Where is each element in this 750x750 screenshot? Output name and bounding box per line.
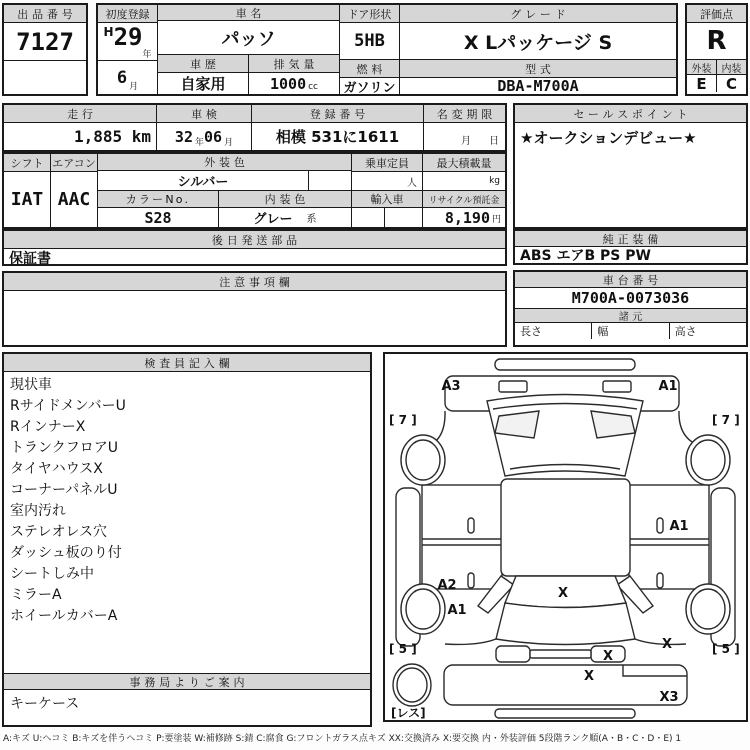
- car-doors-right: [629, 485, 709, 589]
- displacement-unit: cc: [308, 82, 319, 92]
- displacement-label: 排気量: [249, 55, 339, 73]
- first-reg-year-unit: 年: [142, 50, 152, 60]
- car-wheel-rear-right-inner: [691, 440, 725, 480]
- capacity-label: 乗車定員: [352, 154, 422, 172]
- damage-label-headlight-right: X: [602, 649, 614, 664]
- car-outline: [393, 359, 735, 718]
- inspector-line: ミラーA: [10, 587, 62, 603]
- office-value: キーケース: [10, 696, 80, 712]
- auction-no-box: [2, 3, 88, 96]
- inspector-label: 検査員記入欄: [4, 354, 370, 372]
- damage-label-windshield: X: [557, 586, 569, 601]
- import-cell-2: [385, 208, 422, 227]
- inspector-line: タイヤハウスX: [10, 461, 103, 477]
- car-rear-bumper-strip: [495, 359, 635, 370]
- chassis-box: [513, 270, 748, 347]
- inspector-line: 室内汚れ: [10, 503, 66, 519]
- sales-point-box: [513, 103, 748, 229]
- car-name-label: 車名: [158, 5, 339, 21]
- reg-no-value: 相模 531に1611: [275, 128, 400, 146]
- shaken-value: [157, 123, 251, 150]
- name-change-month-unit: 月: [461, 136, 471, 147]
- damage-label-fender-left: A1: [447, 603, 467, 618]
- legend: A:キズ U:ヘコミ B:キズを伴うヘコミ P:要塗装 W:補修跡 S:錆 C:腐食 G:フロントガラス点キズ XX:交換済み X:要交換 内・外装評価 5段階ランク順(A・B・C・D・E) 1: [3, 734, 682, 744]
- damage-label-bumper-right: X3: [659, 690, 679, 705]
- import-label: 輸入車: [352, 191, 422, 208]
- payload-label: 最大積載量: [423, 154, 505, 172]
- chassis-label: 車台番号: [515, 272, 746, 288]
- fuel-value: ガソリン: [343, 80, 396, 94]
- inspector-lines: [4, 372, 370, 673]
- door-value: 5HB: [340, 23, 399, 60]
- color-grid: [2, 152, 507, 229]
- model-label: 型式: [400, 60, 676, 78]
- car-spare-tire-inner: [397, 668, 427, 702]
- equipment-box: [513, 229, 748, 265]
- car-wheel-rear-left-inner: [406, 440, 440, 480]
- later-parts-value: 保証書: [9, 250, 51, 265]
- tire-depth-rear-left: [ 7 ]: [389, 413, 417, 427]
- notes-label: 注意事項欄: [4, 273, 505, 291]
- car-name-value: パッソ: [158, 21, 339, 55]
- shift-value: IAT: [10, 189, 44, 210]
- ext-color-label: 外装色: [98, 154, 351, 171]
- name-change-label: 名変期限: [424, 105, 505, 123]
- tire-depth-rear-right: [ 7 ]: [712, 413, 740, 427]
- inspector-line: ホイールカバーA: [10, 608, 118, 624]
- mileage-value: 1,885 km: [73, 127, 151, 146]
- inspector-line: 現状車: [10, 377, 52, 393]
- specs-label: 諸元: [515, 309, 746, 323]
- color-no-value: S28: [98, 208, 219, 227]
- first-reg-year-num: 29: [113, 23, 143, 51]
- specs-width-label: 幅: [592, 323, 669, 339]
- mileage-label: 走行: [4, 105, 156, 123]
- damage-label-fender-right: X: [661, 637, 673, 652]
- recycle-label: リサイクル預託金: [423, 191, 505, 208]
- first-reg-label: 初度登録: [98, 5, 157, 23]
- car-door-handle-right-rear: [657, 518, 663, 533]
- shaken-year-unit: 年: [194, 138, 204, 148]
- sales-point-value: ★オークションデビュー★: [520, 129, 697, 147]
- car-fender-line-left: [445, 639, 496, 644]
- int-color-value: [219, 208, 351, 227]
- history-value: 自家用: [180, 75, 226, 93]
- first-reg-month-unit: 月: [129, 82, 139, 92]
- score-box: [685, 3, 748, 96]
- inspector-box: [2, 352, 372, 727]
- later-parts-box: [2, 229, 507, 266]
- first-reg-era: H: [103, 25, 114, 39]
- name-change-value: [424, 123, 505, 150]
- car-front-lip: [495, 709, 635, 718]
- door-label: ドア形状: [340, 5, 399, 23]
- notes-box: [2, 271, 507, 347]
- reg-no-label: 登録番号: [252, 105, 423, 123]
- grade-value: X Lパッケージ S: [400, 23, 676, 60]
- inspector-line: RインナーX: [10, 419, 86, 435]
- capacity-value: [352, 172, 422, 191]
- model-value: DBA-M700A: [497, 78, 579, 94]
- mileage-row: [2, 103, 507, 152]
- history-label: 車歴: [158, 55, 248, 73]
- spare-tire-label: [レス]: [391, 706, 426, 720]
- name-change-day-unit: 日: [489, 136, 499, 147]
- ext-rank-value: E: [687, 75, 717, 92]
- chassis-value: M700A-0073036: [515, 288, 746, 309]
- recycle-unit: 円: [491, 215, 501, 225]
- damage-diagram-box: [383, 352, 748, 722]
- car-tail-lamp-right: [603, 381, 631, 392]
- capacity-unit: 人: [407, 177, 417, 189]
- inspector-line: トランクフロアU: [10, 440, 118, 456]
- first-reg-month: [98, 61, 157, 94]
- inspector-line: シートしみ中: [10, 566, 94, 582]
- inspector-line: ステレオレス穴: [10, 524, 108, 540]
- aircon-value: AAC: [57, 189, 91, 210]
- vehicle-info-table: [96, 3, 678, 96]
- recycle-value: [423, 208, 505, 227]
- ext-rank-label: 外装: [687, 60, 717, 75]
- inspector-line: ダッシュ板のり付: [10, 545, 122, 561]
- int-color-name: グレー: [253, 212, 293, 227]
- car-wheel-front-left-inner: [406, 589, 440, 629]
- damage-label-door-left: A2: [437, 578, 457, 593]
- score-value: R: [687, 23, 746, 60]
- car-front-bumper: [444, 665, 687, 705]
- import-cell-1: [352, 208, 385, 227]
- inspector-line: RサイドメンバーU: [10, 398, 126, 414]
- sales-point-label: セールスポイント: [515, 105, 746, 123]
- car-wheel-front-right-inner: [691, 589, 725, 629]
- auction-no-empty: [4, 61, 86, 92]
- first-reg-month-num: 6: [116, 67, 128, 88]
- damage-label-door-right: A1: [669, 519, 689, 534]
- equipment-value: ABS エアB PS PW: [520, 247, 651, 262]
- score-label: 評価点: [687, 5, 746, 23]
- car-hood: [496, 603, 635, 645]
- car-door-handle-left-front: [468, 573, 474, 588]
- auction-no-label: 出品番号: [4, 5, 86, 23]
- int-color-label: 内装色: [219, 191, 351, 208]
- car-tail-lamp-left: [499, 381, 527, 392]
- car-door-handle-right-front: [657, 573, 663, 588]
- car-fender-line-right: [635, 639, 686, 644]
- damage-label-bumper-center: X: [583, 669, 595, 684]
- shaken-month-unit: 月: [224, 138, 234, 148]
- shaken-label: 車検: [157, 105, 251, 123]
- payload-unit: kg: [489, 176, 500, 186]
- later-parts-label: 後日発送部品: [4, 231, 505, 249]
- shift-label: シフト: [4, 154, 50, 172]
- specs-length-label: 長さ: [515, 323, 592, 339]
- int-color-suffix: 系: [306, 214, 317, 225]
- ext-color-empty: [309, 171, 351, 190]
- car-rear-defroster-right: [591, 411, 635, 438]
- specs-height-label: 高さ: [674, 325, 697, 338]
- shaken-month: 06: [204, 127, 223, 146]
- recycle-amount: 8,190: [444, 208, 490, 227]
- grade-label: グレード: [400, 5, 676, 23]
- fuel-label: 燃料: [340, 60, 399, 78]
- car-top-view-diagram: [385, 354, 746, 720]
- car-roof: [501, 479, 630, 576]
- payload-value: [423, 172, 505, 191]
- car-rear-defroster-left: [495, 411, 539, 438]
- car-doors-left: [422, 485, 502, 589]
- ext-color-value: シルバー: [98, 171, 309, 190]
- car-grille: [530, 650, 591, 658]
- damage-label-rear-right: A1: [658, 379, 678, 394]
- car-door-handle-left-rear: [468, 518, 474, 533]
- color-no-label: カラーNo.: [98, 191, 219, 208]
- aircon-label: エアコン: [51, 154, 97, 172]
- inspector-line: コーナーパネルU: [10, 482, 118, 498]
- office-label: 事務局よりご案内: [4, 673, 370, 690]
- shaken-year: 32: [174, 127, 193, 146]
- auction-no-value: 7127: [4, 23, 86, 61]
- displacement-num: 1000: [269, 74, 307, 93]
- displacement-value: [249, 73, 339, 94]
- tire-depth-front-left: [ 5 ]: [389, 642, 417, 656]
- int-rank-label: 内装: [717, 60, 746, 75]
- equipment-label: 純正装備: [515, 231, 746, 247]
- int-rank-value: C: [725, 75, 737, 92]
- damage-label-rear-left: A3: [441, 379, 461, 394]
- car-headlight-left: [496, 646, 530, 662]
- first-reg-year: [98, 23, 157, 61]
- tire-depth-front-right: [ 5 ]: [712, 642, 740, 656]
